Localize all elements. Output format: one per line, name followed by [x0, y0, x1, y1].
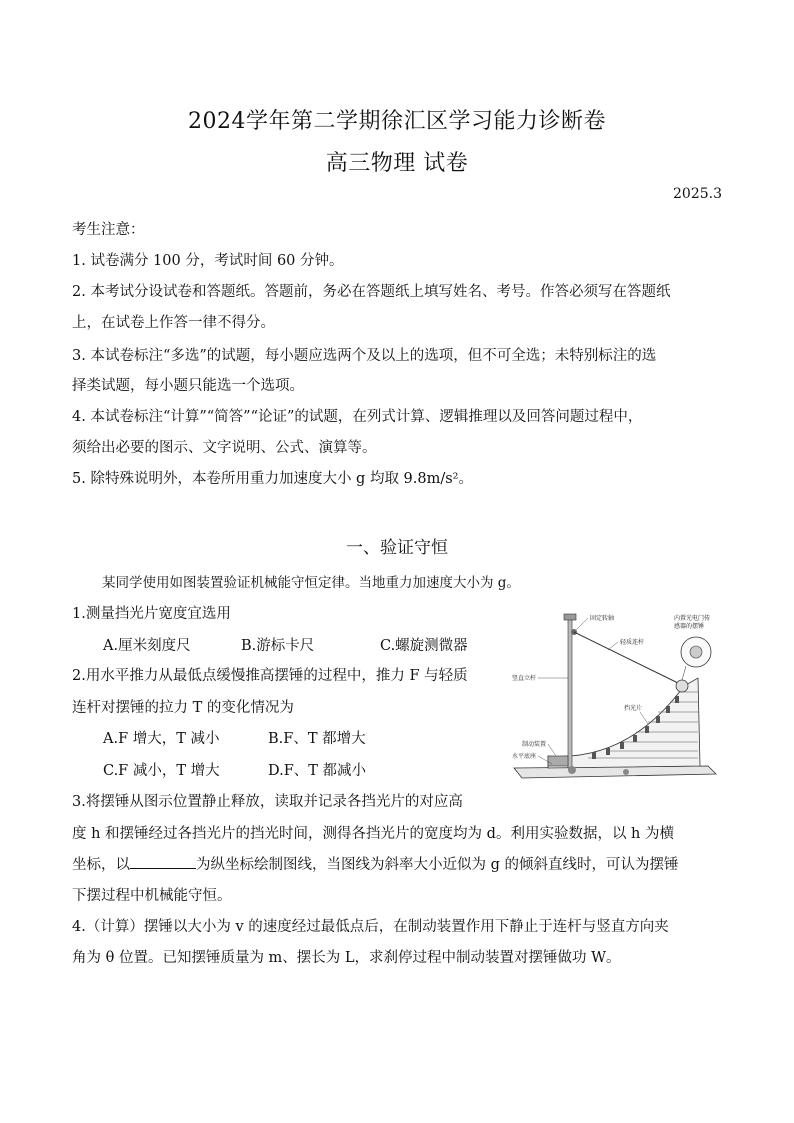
label-sensor-b: 感器的摆锤	[674, 623, 705, 630]
notice-line-3b: 择类试题，每小题只能选一个选项。	[72, 378, 304, 394]
apparatus-figure	[508, 606, 726, 792]
notice-line-1: 1. 试卷满分 100 分，考试时间 60 分钟。	[72, 253, 344, 269]
label-flags: 挡光片	[624, 705, 643, 712]
label-base: 水平底座	[512, 753, 537, 760]
question-4-line-a: 4.（计算）摆锤以大小为 v 的速度经过最低点后，在制动装置作用下静止于连杆与竖直方向夹	[72, 919, 669, 935]
paper-subtitle: 高三物理 试卷	[325, 151, 469, 176]
question-2-option-a: A.F 增大，T 减小	[103, 731, 220, 747]
section-intro: 某同学使用如图装置验证机械能守恒定律。当地重力加速度大小为 g。	[102, 575, 520, 591]
question-3-line-a: 3.将摆锤从图示位置静止释放，读取并记录各挡光片的对应高	[72, 794, 463, 810]
section-title: 一、验证守恒	[346, 538, 448, 558]
pendulum-bob	[676, 680, 688, 692]
question-3-line-c	[72, 853, 679, 874]
answer-blank[interactable]	[130, 854, 196, 869]
question-1-option-a: A.厘米刻度尺	[103, 638, 191, 654]
base-plate	[514, 766, 716, 778]
notice-heading: 考生注意：	[72, 222, 145, 238]
question-1-option-c: C.螺旋测微器	[380, 638, 468, 654]
question-2-option-d: D.F、T 都减小	[268, 763, 367, 779]
question-3-text-pre: 坐标，以	[72, 857, 130, 873]
label-rod: 轻质连杆	[620, 639, 645, 646]
question-3-text-post: 为纵坐标绘制图线，当图线为斜率大小近似为 g 的倾斜直线时，可认为摆锤	[196, 857, 679, 873]
question-2-stem-a: 2.用水平推力从最低点缓慢推高摆锤的过程中，推力 F 与轻质	[72, 668, 468, 684]
label-pivot: 固定转轴	[590, 615, 615, 622]
notice-line-2b: 上，在试卷上作答一律不得分。	[72, 315, 275, 331]
notice-line-4b: 须给出必要的图示、文字说明、公式、演算等。	[72, 440, 377, 456]
notice-line-3a: 3. 本试卷标注“多选”的试题，每小题应选两个及以上的选项，但不可全选；未特别标注的选	[72, 348, 657, 364]
paper-date: 2025.3	[673, 186, 722, 202]
question-3-line-d: 下摆过程中机械能守恒。	[72, 888, 232, 904]
brake-device	[548, 756, 568, 766]
question-1-option-b: B.游标卡尺	[241, 638, 315, 654]
notice-line-5: 5. 除特殊说明外，本卷所用重力加速度大小 g 均取 9.8m/s²。	[72, 471, 473, 487]
label-brake: 制动装置	[522, 741, 547, 748]
vertical-post	[568, 618, 572, 768]
notice-line-2a: 2. 本考试分设试卷和答题纸。答题前，务必在答题纸上填写姓名、考号。作答必须写在答题纸	[72, 284, 671, 300]
question-4-line-b: 角为 θ 位置。已知摆锤质量为 m、摆长为 L，求刹停过程中制动装置对摆锤做功 W。	[72, 950, 621, 966]
question-2-option-c: C.F 减小，T 增大	[103, 763, 220, 779]
question-3-line-b: 度 h 和摆锤经过各挡光片的挡光时间，测得各挡光片的宽度均为 d。利用实验数据，以 h 为横	[72, 826, 675, 842]
label-sensor-a: 内置光电门传	[674, 615, 711, 622]
question-2-option-b: B.F、T 都增大	[268, 731, 366, 747]
question-2-stem-b: 连杆对摆锤的拉力 T 的变化情况为	[72, 700, 294, 716]
notice-line-4a: 4. 本试卷标注“计算”“简答”“论证”的试题，在列式计算、逻辑推理以及回答问题过程中，	[72, 409, 643, 425]
question-1-stem: 1.测量挡光片宽度宜选用	[72, 606, 231, 622]
label-post: 竖直立杆	[512, 675, 537, 682]
paper-title: 2024学年第二学期徐汇区学习能力诊断卷	[188, 109, 606, 134]
